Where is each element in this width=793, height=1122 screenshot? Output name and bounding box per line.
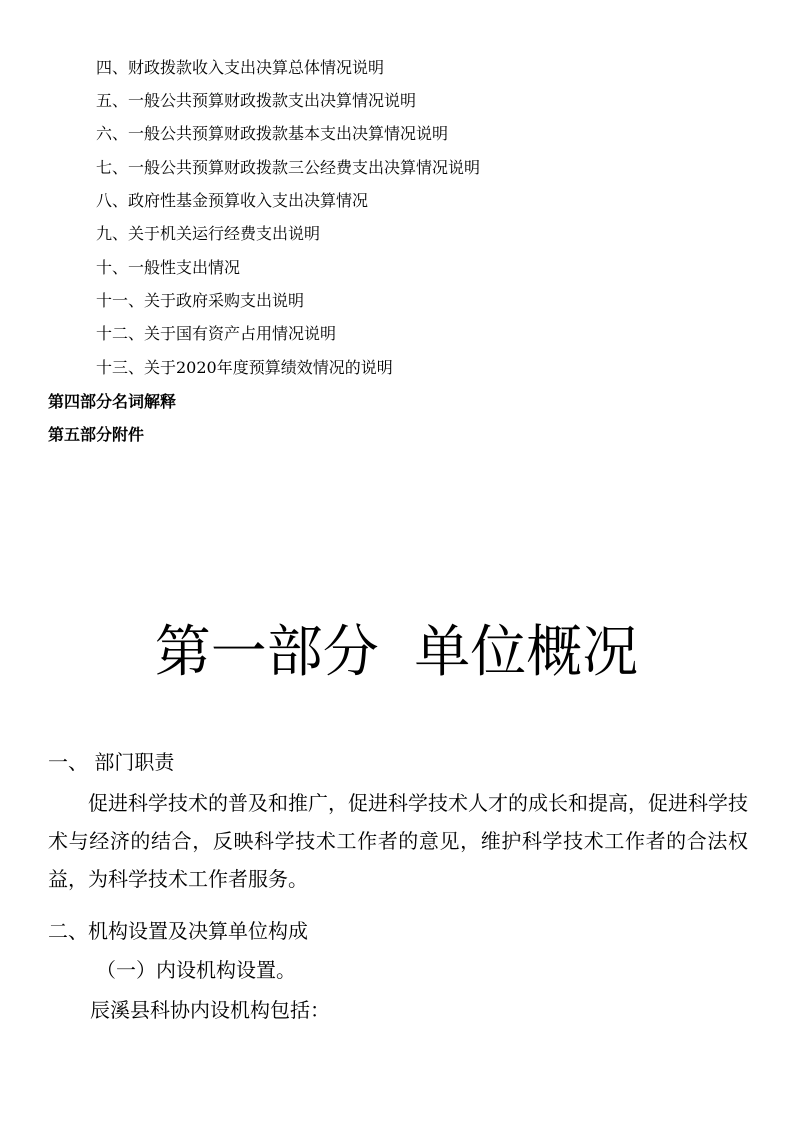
toc-item: 四、财政拨款收入支出决算总体情况说明	[96, 58, 385, 77]
toc-item: 五、一般公共预算财政拨款支出决算情况说明	[96, 91, 417, 110]
toc-item: 九、关于机关运行经费支出说明	[96, 224, 321, 243]
toc-part-heading: 第五部分附件	[48, 425, 145, 444]
part-title: 第一部分 单位概况	[154, 620, 639, 685]
section-heading: 二、机构设置及决算单位构成	[48, 919, 308, 943]
toc-item: 十三、关于2020年度预算绩效情况的说明	[96, 358, 393, 377]
section-heading: 一、 部门职责	[48, 750, 175, 774]
toc-item: 十一、关于政府采购支出说明	[96, 291, 305, 310]
toc-item: 六、一般公共预算财政拨款基本支出决算情况说明	[96, 124, 449, 143]
toc-item: 十二、关于国有资产占用情况说明	[96, 324, 337, 343]
toc-part-heading: 第四部分名词解释	[48, 392, 177, 411]
toc-item: 十、一般性支出情况	[96, 258, 241, 277]
toc-item: 八、政府性基金预算收入支出决算情况	[96, 191, 369, 210]
toc-item: 七、一般公共预算财政拨款三公经费支出决算情况说明	[96, 158, 481, 177]
body-line: 辰溪县科协内设机构包括：	[90, 998, 330, 1022]
sub-heading: （一）内设机构设置。	[96, 958, 296, 982]
body-paragraph: 促进科学技术的普及和推广，促进科学技术人才的成长和提高，促进科学技术与经济的结合，反映科学技术工作者的意见，维护科学技术工作者的合法权益，为科学技术工作者服务。	[48, 791, 748, 891]
